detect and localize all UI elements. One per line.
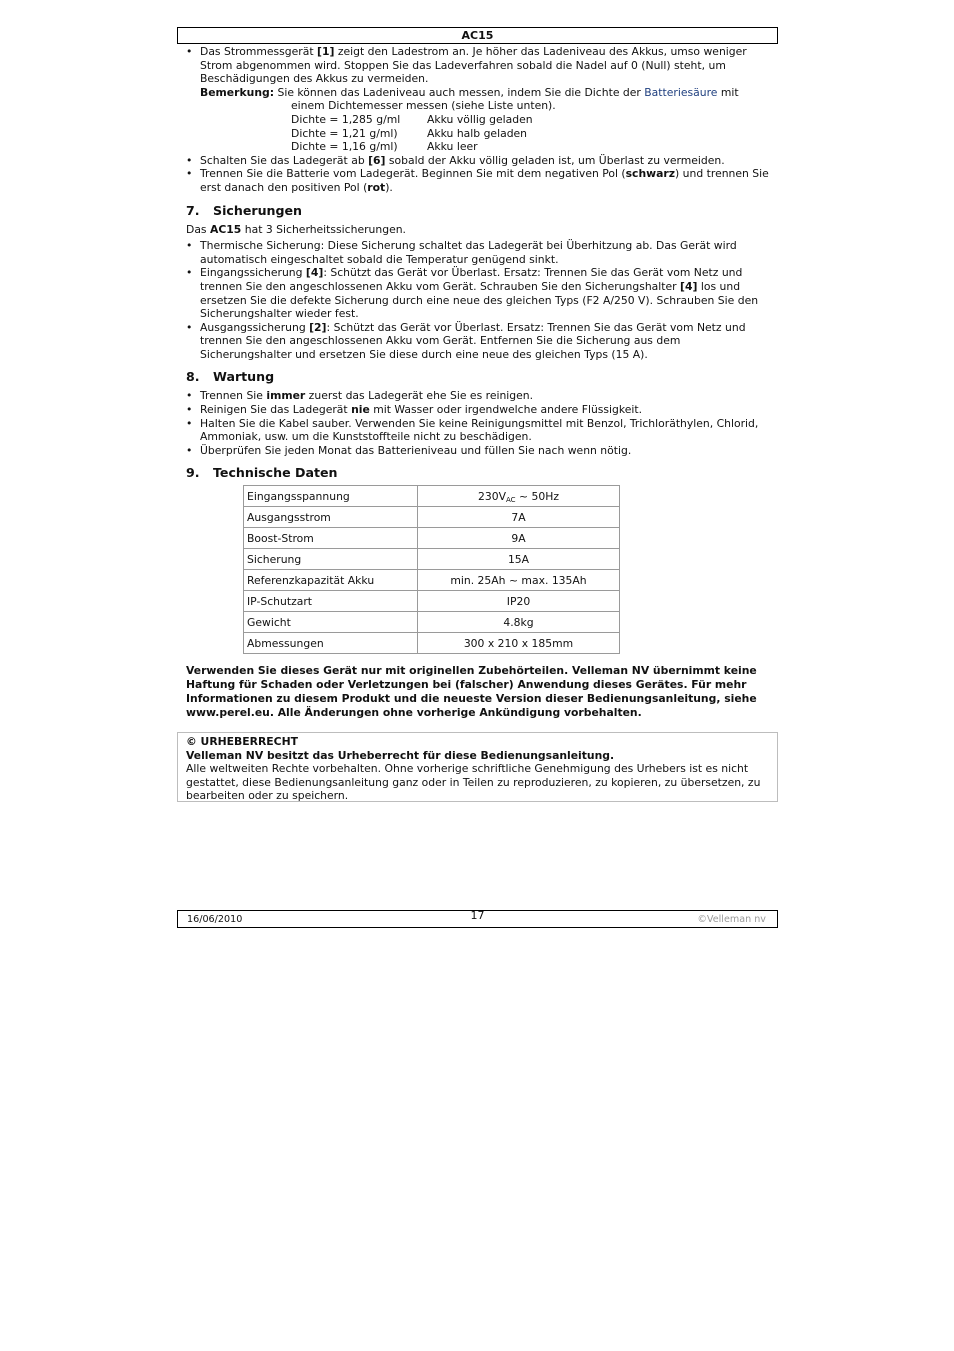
page-header [177,27,778,44]
disclaimer: Verwenden Sie dieses Gerät nur mit originellen Zubehörteilen. Velleman NV übernimmt keine Haftung für Schaden oder Verletzungen bei (falscher) Anwendung dieses Gerätes. Für mehr Informationen zu diesem Produkt und die neueste Version dieser Bedienungsanleitung, siehe www.perel.eu. Alle Änderungen ohne vorherige Ankündigung vorbehalten. [186,664,757,719]
table-row: Boost-Strom 9A [244,528,620,549]
density-row: Dichte = 1,21 g/ml) Akku halb geladen [291,126,528,140]
charging-list-2 [186,154,771,195]
charging-list [186,45,771,86]
list-item: • Das Strommessgerät [1] zeigt den Ladestrom an. Je höher das Ladeniveau des Akkus, umso weniger Strom abgenommen wird. Stoppen Sie das Ladeverfahren sobald die Nadel auf 0 (Null) steht, um Beschädigungen des Akkus zu vermeiden. [186,45,747,86]
footer-date: 16/06/2010 [187,914,243,925]
page-number: 17 [470,909,485,922]
table-row: Eingangsspannung $230V_{AC}$ ~ 50Hz [244,486,620,507]
bullet-icon: • [186,320,193,334]
spec-table [243,485,620,654]
list-item: • Schalten Sie das Ladegerät ab [6] sobald der Akku völlig geladen ist, um Überlast zu vermeiden. [186,153,725,167]
table-row: Referenzkapazität Akku min. 25Ah ~ max. 135Ah [244,570,620,591]
header-title: AC15 [461,29,494,42]
remark-label: Bemerkung: [200,85,275,99]
bullet-icon: • [186,153,193,167]
bullet-icon: • [186,266,193,280]
list-item: • Reinigen Sie das Ladegerät nie mit Wasser oder irgendwelche andere Flüssigkeit. [186,403,643,417]
remark-note: Bemerkung: Sie können das Ladeniveau auch messen, indem Sie die Dichte der Batteriesäure mit einem Dichtemesser messen (siehe Liste unten). Dichte = 1,285 g/ml Akku völlig geladen Dichte = 1,21 g/ml) Akku halb geladen Dichte = 1,16 g/ml) Akku leer [186,86,771,154]
list-item: • Halten Sie die Kabel sauber. Verwenden Sie keine Reinigungsmittel mit Benzol, Trichloräthylen, Chlorid, Ammoniak, usw. um die Kunststoffteile nicht zu beschädigen. [186,416,759,444]
list-item: • Überprüfen Sie jeden Monat das Batterieniveau und füllen Sie nach wenn nötig. [186,443,632,457]
page-footer [177,910,778,928]
table-row: IP-Schutzart IP20 [244,591,620,612]
density-row: Dichte = 1,16 g/ml) Akku leer [291,140,478,154]
bullet-icon: • [186,403,193,417]
list-item: • Trennen Sie immer zuerst das Ladegerät ehe Sie es reinigen. [186,389,534,403]
table-row: Sicherung 15A [244,549,620,570]
bullet-icon: • [186,443,193,457]
table-row: Ausgangsstrom 7A [244,507,620,528]
copyright-body: Alle weltweiten Rechte vorbehalten. Ohne vorherige schriftliche Genehmigung des Urhebers ist es nicht gestattet, diese Bedienungsanleitung ganz oder in Teilen zu reproduzieren, zu kopieren, zu übersetzen, zu bearbeiten oder zu speichern. [186,762,761,803]
copyright-subtitle: Velleman NV besitzt das Urheberrecht für diese Bedienungsanleitung. [186,748,615,762]
table-row: Gewicht 4.8kg [244,612,620,633]
section-heading-specs: 9. Technische Daten [186,465,338,481]
list-item: • Ausgangssicherung [2]: Schützt das Gerät vor Überlast. Ersatz: Trennen Sie das Gerät vom Netz und trennen Sie den angeschlossenen Akku vom Gerät. Entfernen Sie die Sicherung aus dem Sicherungshalter und ersetzen Sie diese durch eine neue des gleichen Typs (15 A). [186,320,746,361]
section-heading-maintenance: 8. Wartung [186,369,275,385]
density-row: Dichte = 1,285 g/ml Akku völlig geladen [291,112,533,126]
footer-brand: ©Velleman nv [697,914,766,925]
copyright-title: © URHEBERRECHT [186,735,298,748]
battery-acid-link[interactable]: Batteriesäure [644,85,718,99]
fuses-intro: Das AC15 hat 3 Sicherheitssicherungen. [186,222,406,236]
bullet-icon: • [186,389,193,403]
bullet-icon: • [186,45,193,58]
list-item: • Eingangssicherung [4]: Schützt das Gerät vor Überlast. Ersatz: Trennen Sie das Gerät vom Netz und trennen Sie den angeschlossenen Akku vom Gerät. Schrauben Sie den Sicherungshalter [4] los und ersetzen Sie die defekte Sicherung durch eine neue des gleichen Typs (F2 A/250 V). Schrauben Sie den Sicherungshalter wieder fest. [186,266,759,321]
table-row: Abmessungen 300 x 210 x 185mm [244,633,620,654]
list-item: • Trennen Sie die Batterie vom Ladegerät. Beginnen Sie mit dem negativen Pol (schwarz) und trennen Sie erst danach den positiven Pol (rot). [186,167,769,194]
density-block: einem Dichtemesser messen (siehe Liste unten). Dichte = 1,285 g/ml Akku völlig geladen Dichte = 1,21 g/ml) Akku halb geladen Dichte = 1,16 g/ml) Akku leer [291,99,771,153]
bullet-icon: • [186,167,193,181]
maintenance-list [186,389,771,457]
bullet-icon: • [186,239,193,253]
list-item: • Thermische Sicherung: Diese Sicherung schaltet das Ladegerät bei Überhitzung ab. Das Gerät wird automatisch eingeschaltet sobald die Temperatur genügend sinkt. [186,239,737,266]
bullet-icon: • [186,416,193,430]
fuses-list [186,239,771,361]
page-content [186,45,771,720]
section-heading-fuses: 7. Sicherungen [186,202,303,218]
copyright-box [177,732,778,802]
